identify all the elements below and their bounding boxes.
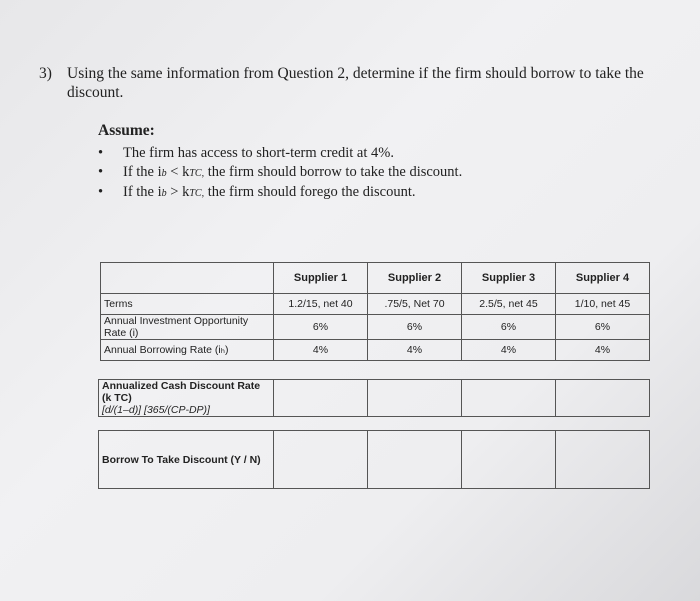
bullet-text-part: If the i: [123, 163, 162, 180]
decision-cell-supplier-2[interactable]: [368, 431, 462, 489]
decision-cell-supplier-1[interactable]: [274, 431, 368, 489]
answer-cell-supplier-2[interactable]: [368, 380, 462, 417]
header-supplier-2: Supplier 2: [368, 263, 462, 294]
table-cell: 6%: [368, 315, 462, 340]
row-label-terms: Terms: [101, 294, 274, 315]
bullet-text: The firm has access to short-term credit at 4%.: [123, 145, 394, 161]
decision-cell-supplier-3[interactable]: [462, 431, 556, 489]
list-item: [98, 144, 462, 163]
table-cell: .75/5, Net 70: [368, 294, 462, 315]
table-cell: 4%: [274, 340, 368, 361]
table-cell: 4%: [462, 340, 556, 361]
cash-discount-label-cell: [99, 380, 274, 417]
decision-cell-supplier-4[interactable]: [556, 431, 650, 489]
cash-discount-formula: [d/(1–d)] [365/(CP-DP)]: [102, 404, 210, 416]
table-row: [101, 294, 650, 315]
table-cell: 2.5/5, net 45: [462, 294, 556, 315]
bullet-text-part: If the i: [123, 184, 162, 200]
answer-cell-supplier-1[interactable]: [274, 380, 368, 417]
table-row: [101, 340, 650, 361]
bullet-text: [123, 163, 462, 184]
cash-discount-label: Annualized Cash Discount Rate (k TC): [102, 380, 261, 404]
bullet-icon: •: [98, 145, 104, 161]
subscript: TC,: [189, 167, 205, 179]
assume-list: [98, 144, 462, 204]
table-corner: [101, 263, 274, 294]
row-label-investment-rate: Annual Investment Opportunity Rate (i): [101, 315, 274, 340]
subscript: b: [161, 167, 167, 179]
question-text: Using the same information from Question 2, determine if the firm should borrow to take the discount.: [67, 65, 644, 101]
bullet-text-part: the firm should forego the discount.: [204, 184, 416, 200]
table-row: [99, 431, 650, 489]
borrow-decision-table: [98, 430, 650, 489]
list-item: [98, 183, 462, 204]
table-cell: 6%: [462, 315, 556, 340]
assume-heading: Assume:: [98, 122, 155, 139]
header-supplier-4: Supplier 4: [556, 263, 650, 294]
bullet-text: [123, 183, 416, 204]
header-supplier-3: Supplier 3: [462, 263, 556, 294]
bullet-icon: •: [98, 184, 104, 200]
subscript: TC,: [189, 188, 205, 199]
question-number: 3): [39, 65, 52, 82]
answer-cell-supplier-4[interactable]: [556, 380, 650, 417]
question: [39, 64, 659, 102]
bullet-icon: •: [98, 163, 104, 180]
table-cell: 6%: [274, 315, 368, 340]
table-cell: 6%: [556, 315, 650, 340]
table-cell: 1.2/15, net 40: [274, 294, 368, 315]
table-row: [101, 315, 650, 340]
subscript: b: [161, 188, 167, 199]
borrow-label: Borrow To Take Discount (Y / N): [99, 431, 274, 489]
table-row: [99, 380, 650, 417]
table-header-row: [101, 263, 650, 294]
supplier-table: [100, 262, 650, 361]
bullet-text-part: the firm should borrow to take the discount.: [204, 163, 463, 180]
bullet-text-part: < k: [166, 163, 190, 180]
row-label-borrowing-rate: Annual Borrowing Rate (iₕ): [101, 340, 274, 361]
bullet-text-part: > k: [166, 184, 190, 200]
table-cell: 4%: [368, 340, 462, 361]
table-cell: 4%: [556, 340, 650, 361]
list-item: [98, 163, 462, 184]
cash-discount-table: [98, 379, 650, 417]
table-cell: 1/10, net 45: [556, 294, 650, 315]
answer-cell-supplier-3[interactable]: [462, 380, 556, 417]
header-supplier-1: Supplier 1: [274, 263, 368, 294]
